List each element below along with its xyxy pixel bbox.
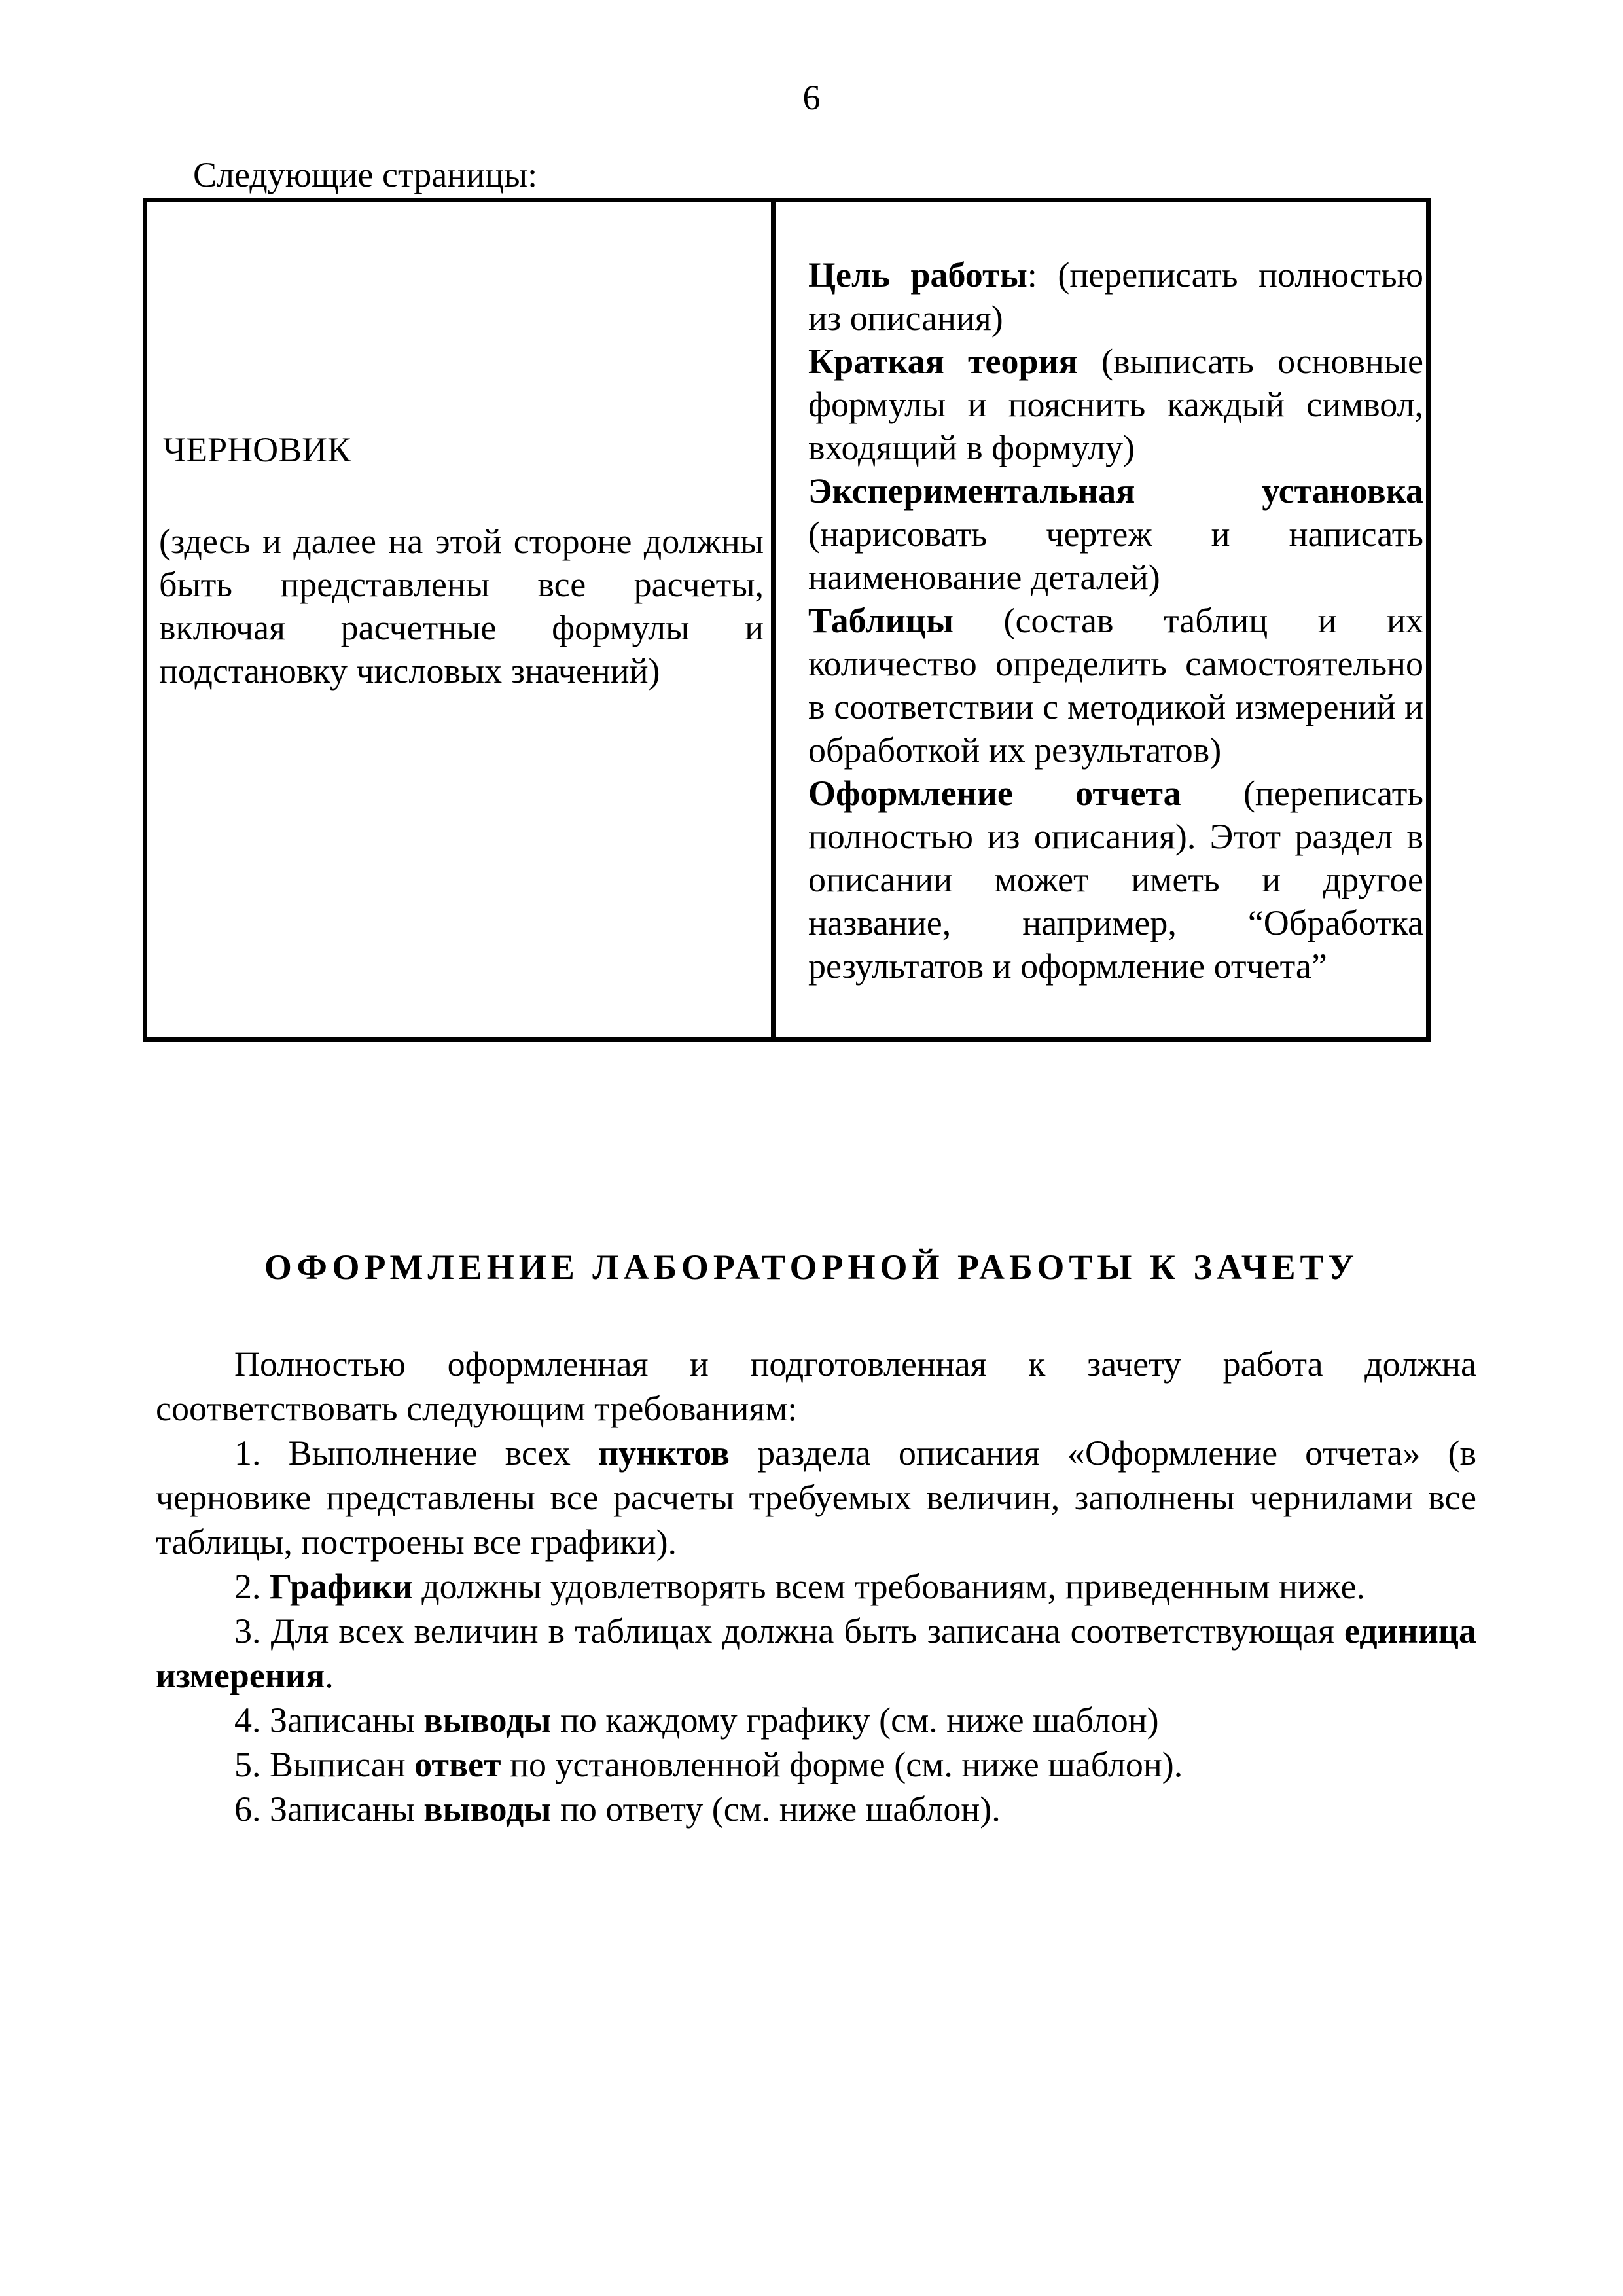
requirement-item: 1. Выполнение всех пунктов раздела описания «Оформление отчета» (в черновике представлены все расчеты требуемых величин, заполнены чернилами все таблицы, построены все графики). — [156, 1433, 1476, 1562]
requirements-text — [156, 1342, 1476, 1831]
section-description: (переписать полностью из описания). Этот раздел в описании может иметь и другое название, например, “Обработка результатов и оформление отчета” — [808, 774, 1423, 986]
report-layout-table — [143, 198, 1431, 1042]
intro-label: Следующие страницы: — [193, 155, 538, 194]
requirement-item: 5. Выписан ответ по установленной форме (см. ниже шаблон). — [234, 1745, 1183, 1784]
section-theory — [808, 340, 1423, 469]
report-sections — [808, 253, 1423, 988]
section-description: : (переписать полностью из описания) — [808, 255, 1423, 338]
section-goal — [808, 253, 1423, 340]
draft-title: ЧЕРНОВИК — [163, 430, 351, 469]
requirement-item: 3. Для всех величин в таблицах должна быть записана соответствующая единица измерения. — [156, 1611, 1476, 1695]
section-description: (состав таблиц и их количество определить самостоятельно в соответствии с методикой измерений и обработкой их результатов) — [808, 601, 1423, 770]
section-heading: ОФОРМЛЕНИЕ ЛАБОРАТОРНОЙ РАБОТЫ К ЗАЧЕТУ — [264, 1247, 1359, 1287]
section-description: (нарисовать чертеж и написать наименование деталей) — [808, 514, 1423, 597]
section-title: Краткая теория — [808, 342, 1078, 381]
draft-note: (здесь и далее на этой стороне должны быть представлены все расчеты, включая расчетные формулы и подстановку числовых значений) — [159, 522, 764, 691]
section-title: Цель работы — [808, 255, 1027, 295]
requirement-item: 4. Записаны выводы по каждому графику (см. ниже шаблон) — [234, 1700, 1159, 1740]
section-description: (выписать основные формулы и пояснить каждый символ, входящий в формулу) — [808, 342, 1423, 467]
section-setup — [808, 469, 1423, 599]
requirement-item: 6. Записаны выводы по ответу (см. ниже шаблон). — [234, 1789, 1001, 1829]
column-divider — [771, 202, 776, 1037]
section-title: Оформление отчета — [808, 774, 1181, 813]
section-report — [808, 772, 1423, 988]
section-tables — [808, 599, 1423, 772]
requirements-intro: Полностью оформленная и подготовленная к зачету работа должна соответствовать следующим требованиям: — [156, 1344, 1476, 1428]
section-title: Таблицы — [808, 601, 954, 640]
section-title: Экспериментальная установка — [808, 471, 1423, 511]
requirement-item: 2. Графики должны удовлетворять всем требованиям, приведенным ниже. — [234, 1567, 1365, 1606]
page-number: 6 — [802, 78, 821, 117]
